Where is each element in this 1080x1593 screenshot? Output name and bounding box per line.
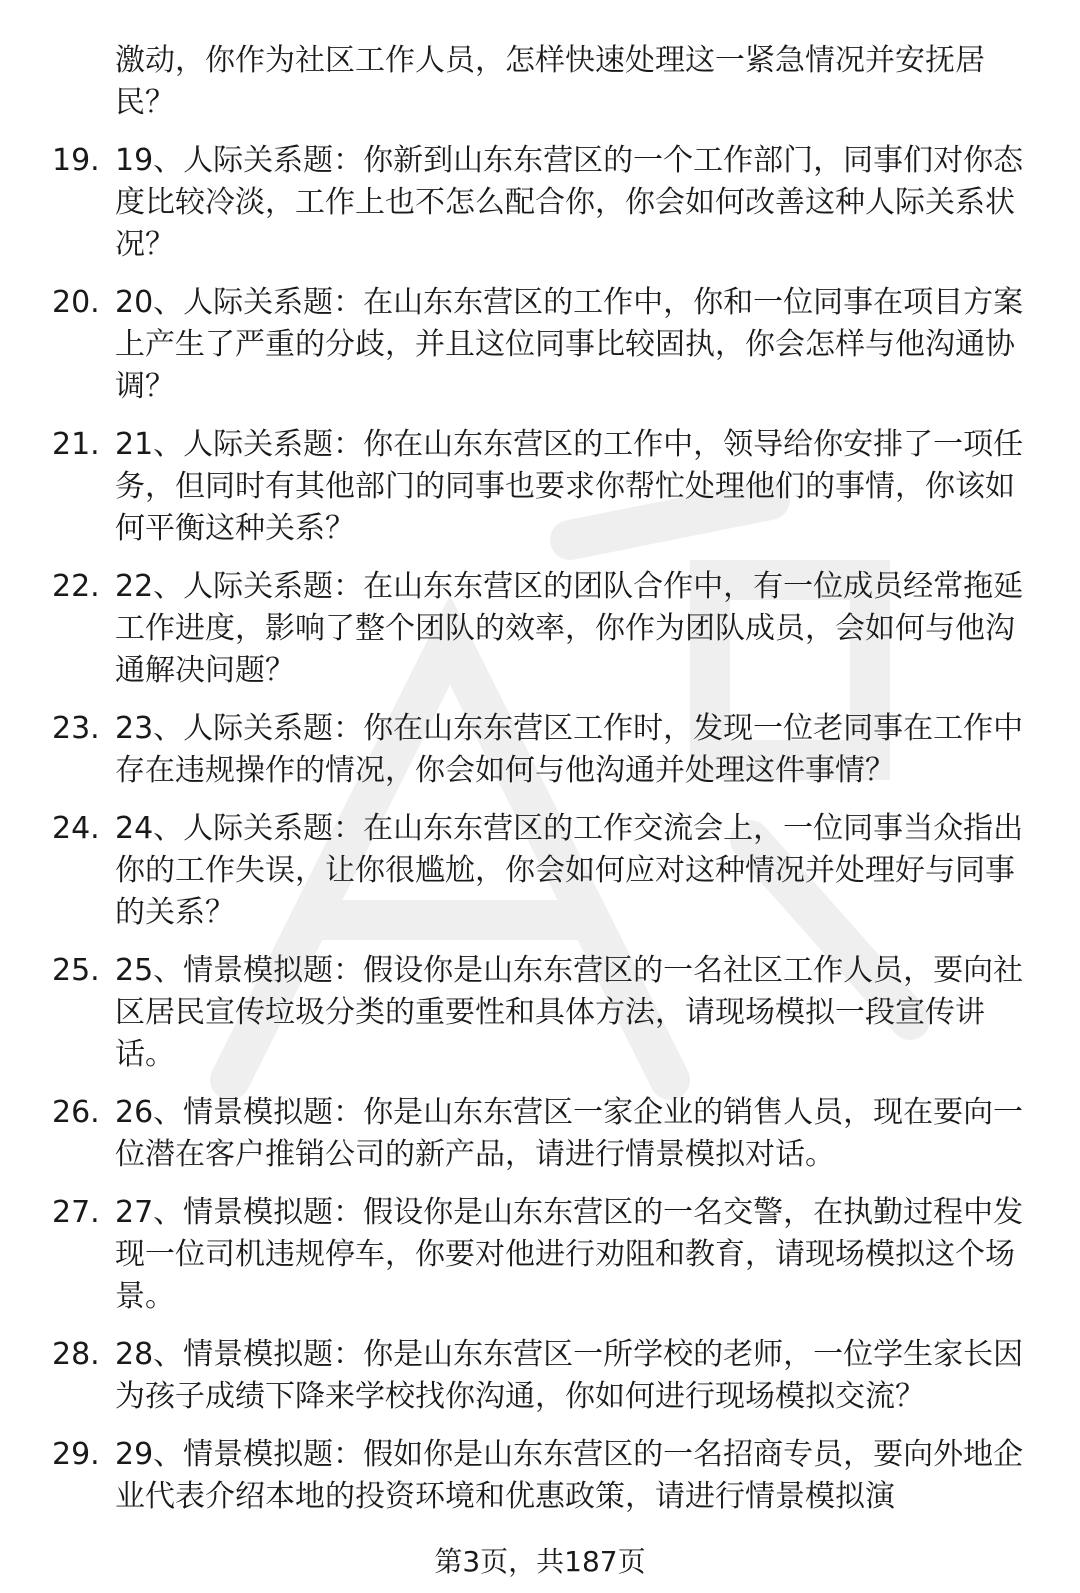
item-number: 19. [52,143,100,178]
list-item [0,1434,1080,1518]
item-number: 23. [52,711,100,746]
list-item [0,1092,1080,1176]
list-item [0,708,1080,792]
item-number: 26. [52,1095,100,1130]
list-item [0,566,1080,692]
item-text: 29、情景模拟题：假如你是山东东营区的一名招商专员，要向外地企业代表介绍本地的投资环境和优惠政策，请进行情景模拟演 [115,1437,1024,1514]
item-number: 27. [52,1195,100,1230]
item-text: 28、情景模拟题：你是山东东营区一所学校的老师，一位学生家长因为孩子成绩下降来学校找你沟通，你如何进行现场模拟交流？ [115,1337,1024,1414]
question-list [0,40,1080,1534]
item-text: 24、人际关系题：在山东东营区的工作交流会上，一位同事当众指出你的工作失误，让你很尴尬，你会如何应对这种情况并处理好与同事的关系？ [115,811,1024,930]
item-number: 22. [52,569,100,604]
item-text: 21、人际关系题：你在山东东营区的工作中，领导给你安排了一项任务，但同时有其他部门的同事也要求你帮忙处理他们的事情，你该如何平衡这种关系？ [115,427,1024,546]
item-number: 25. [52,953,100,988]
list-item [0,1334,1080,1418]
item-text: 25、情景模拟题：假设你是山东东营区的一名社区工作人员，要向社区居民宣传垃圾分类的重要性和具体方法，请现场模拟一段宣传讲话。 [115,953,1024,1072]
list-item [0,282,1080,408]
item-text: 20、人际关系题：在山东东营区的工作中，你和一位同事在项目方案上产生了严重的分歧，并且这位同事比较固执，你会怎样与他沟通协调？ [115,285,1024,404]
item-text: 19、人际关系题：你新到山东东营区的一个工作部门，同事们对你态度比较冷淡，工作上也不怎么配合你，你会如何改善这种人际关系状况？ [115,143,1024,262]
item-text: 26、情景模拟题：你是山东东营区一家企业的销售人员，现在要向一位潜在客户推销公司的新产品，请进行情景模拟对话。 [115,1095,1024,1172]
page-footer: 第3页，共187页 [434,1545,646,1578]
item-text: 22、人际关系题：在山东东营区的团队合作中，有一位成员经常拖延工作进度，影响了整个团队的效率，你作为团队成员，会如何与他沟通解决问题？ [115,569,1024,688]
continued-text: 激动，你作为社区工作人员，怎样快速处理这一紧急情况并安抚居民？ [115,43,985,120]
list-item [0,1192,1080,1318]
item-text: 27、情景模拟题：假设你是山东东营区的一名交警，在执勤过程中发现一位司机违规停车，你要对他进行劝阻和教育，请现场模拟这个场景。 [115,1195,1024,1314]
item-text: 23、人际关系题：你在山东东营区工作时，发现一位老同事在工作中存在违规操作的情况，你会如何与他沟通并处理这件事情？ [115,711,1024,788]
item-number: 21. [52,427,100,462]
item-number: 28. [52,1337,100,1372]
continued-paragraph [0,40,1080,124]
list-item [0,424,1080,550]
item-number: 24. [52,811,100,846]
item-number: 29. [52,1437,100,1472]
list-item [0,950,1080,1076]
item-number: 20. [52,285,100,320]
list-item [0,808,1080,934]
list-item [0,140,1080,266]
